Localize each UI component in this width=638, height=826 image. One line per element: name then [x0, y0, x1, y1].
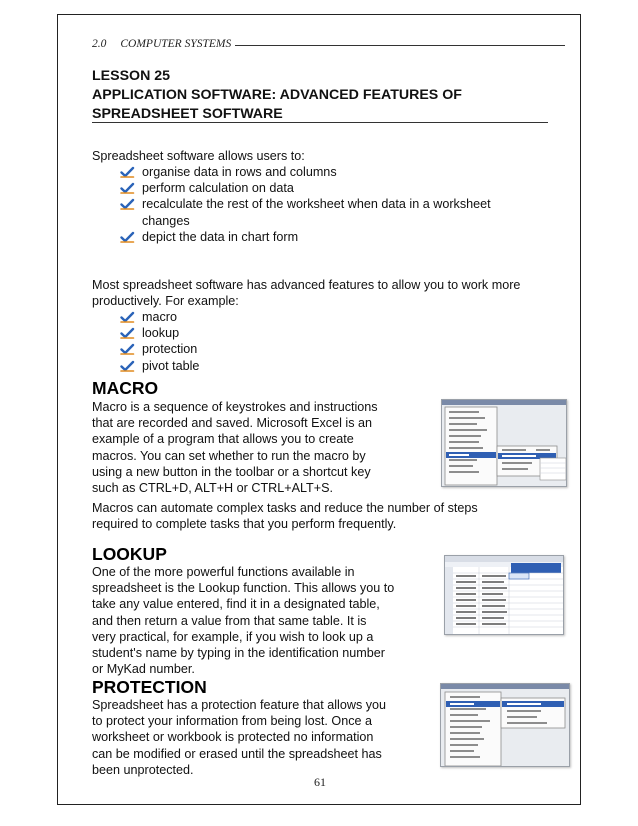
header-rule — [235, 45, 565, 46]
protection-paragraph: Spreadsheet has a protection feature that allows you to protect your information from being lost. Once a worksheet or workbook is protected no information can be modified or erased until the spreadsheet has been unprotected. — [92, 698, 387, 777]
intro-bullet-list — [120, 164, 491, 245]
features-bullet-list — [120, 309, 199, 374]
tick-icon — [120, 231, 135, 243]
running-header — [92, 34, 565, 54]
list-item: lookup — [120, 325, 199, 341]
lookup-table-screenshot — [444, 555, 564, 635]
tick-icon — [120, 166, 135, 178]
intro-lead: Spreadsheet software allows users to: — [92, 149, 305, 163]
features-paragraph: Most spreadsheet software has advanced features to allow you to work more productively. For example: — [92, 278, 521, 309]
tick-icon — [120, 182, 135, 194]
lesson-title-line-1: APPLICATION SOFTWARE: ADVANCED FEATURES OF — [92, 87, 462, 103]
lookup-table-image — [445, 556, 564, 635]
tick-icon — [120, 360, 135, 372]
protection-menu-screenshot — [440, 683, 570, 767]
list-item: perform calculation on data — [120, 180, 491, 196]
list-item: recalculate the rest of the worksheet when data in a worksheet — [120, 196, 491, 212]
lesson-title — [92, 67, 552, 124]
macro-extra-paragraph: Macros can automate complex tasks and reduce the number of steps required to complete tasks that you perform frequently. — [92, 501, 478, 532]
lookup-heading: LOOKUP — [92, 544, 167, 564]
page-number: 61 — [314, 775, 326, 789]
title-rule — [92, 122, 548, 123]
macro-menu-screenshot — [441, 399, 567, 487]
tick-icon — [120, 198, 135, 210]
list-item: macro — [120, 309, 199, 325]
list-item: protection — [120, 341, 199, 357]
chapter-number: 2.0 — [92, 38, 107, 50]
lesson-title-line-2: SPREADSHEET SOFTWARE — [92, 106, 283, 122]
protection-heading: PROTECTION — [92, 677, 207, 697]
lesson-number: LESSON 25 — [92, 68, 171, 84]
tick-icon — [120, 343, 135, 355]
list-item: pivot table — [120, 358, 199, 374]
lookup-paragraph: One of the more powerful functions available in spreadsheet is the Lookup function. This allows you to take any value entered, find it in a designated table, and then return a value from that same table. It is very practical, for example, if you wish to look up a student's name by typing in the identification number or MyKad number. — [92, 565, 395, 677]
list-item-continued: changes — [142, 213, 190, 228]
list-item: organise data in rows and columns — [120, 164, 491, 180]
tick-icon — [120, 311, 135, 323]
macro-menu-image — [442, 400, 567, 487]
protection-menu-image — [441, 684, 570, 767]
tick-icon — [120, 327, 135, 339]
list-item: depict the data in chart form — [120, 229, 491, 245]
chapter-title: COMPUTER SYSTEMS — [120, 38, 232, 50]
macro-paragraph: Macro is a sequence of keystrokes and instructions that are recorded and saved. Microsoft Excel is an example of a program that allows you to create macros. You can set whether to run the macro by using a new button in the toolbar or a shortcut key such as CTRL+D, ALT+H or CTRL+ALT+S. — [92, 400, 378, 496]
macro-heading: MACRO — [92, 378, 159, 398]
